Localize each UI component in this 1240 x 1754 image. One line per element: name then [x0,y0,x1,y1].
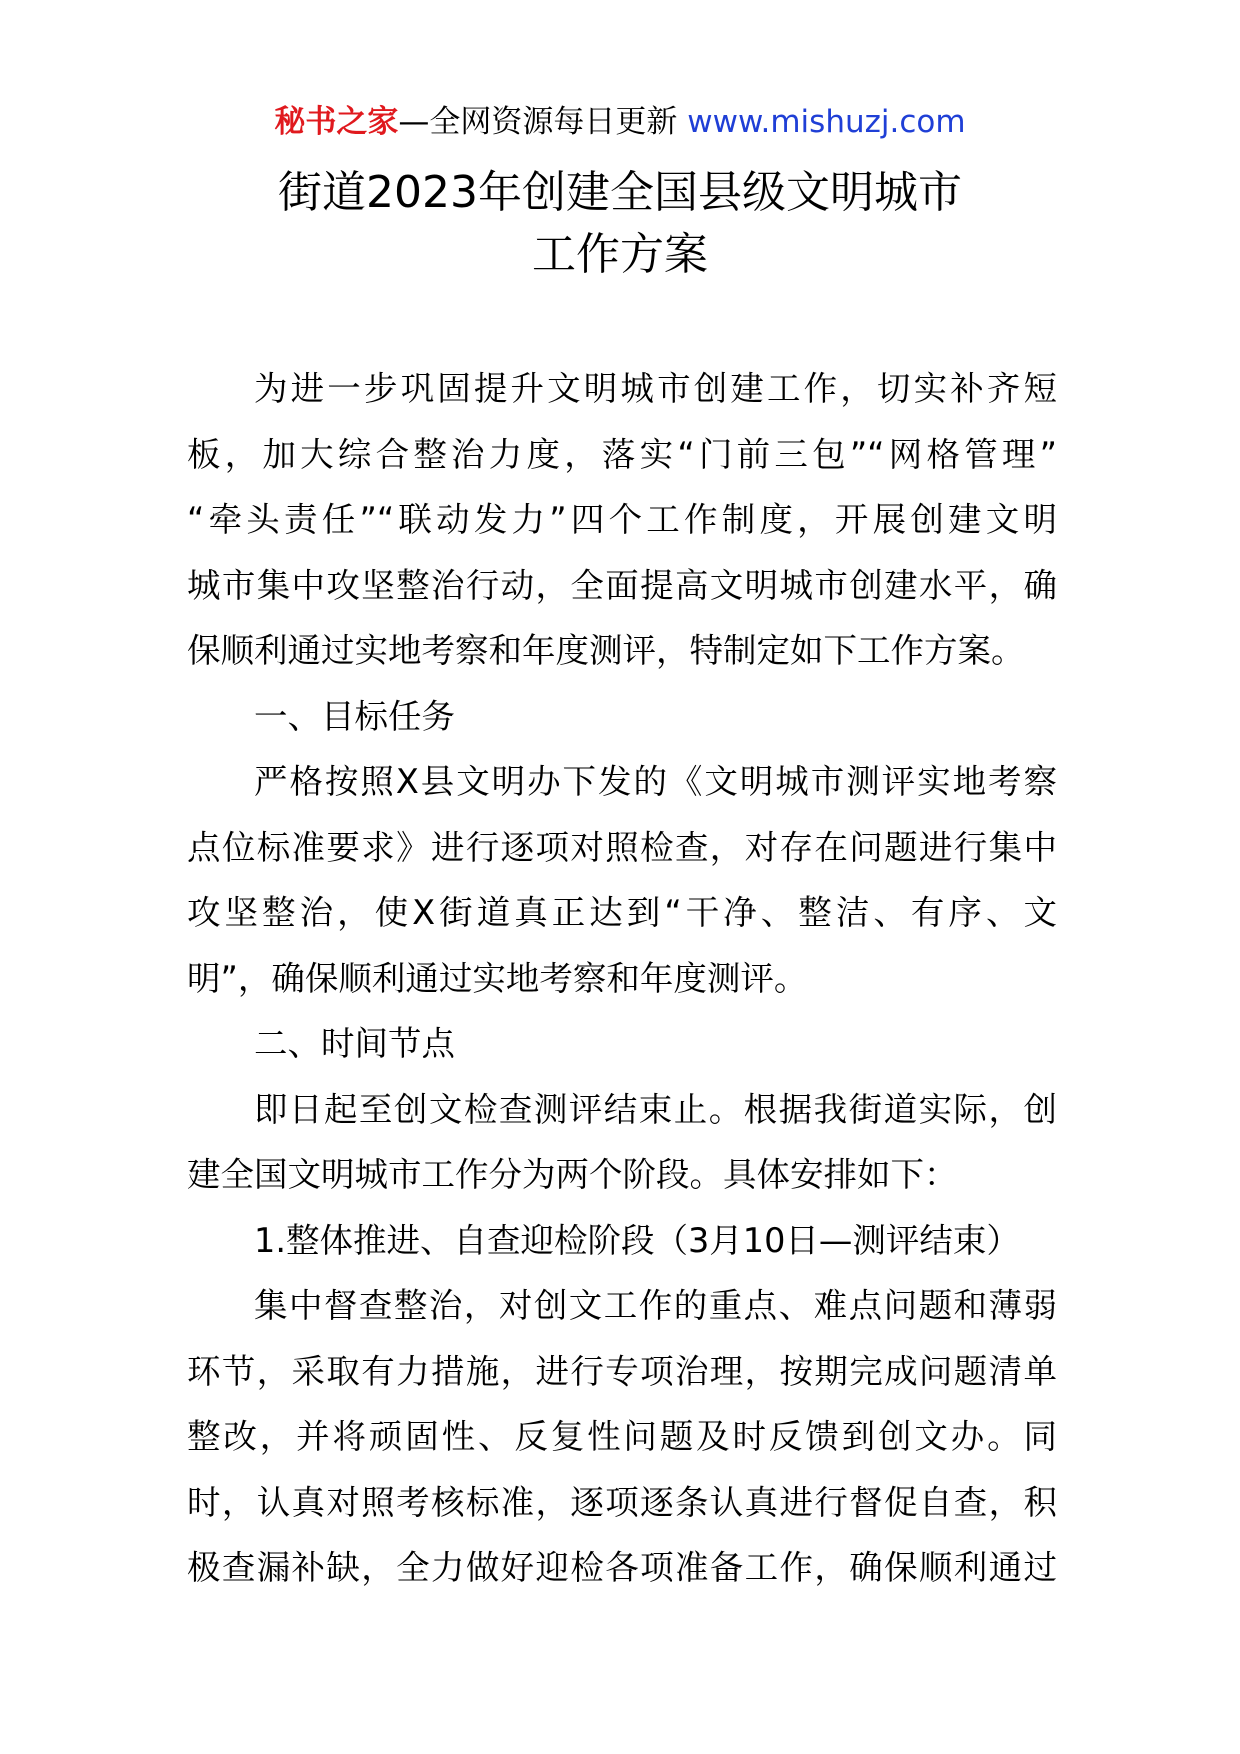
paragraph-line: 攻坚整治，使X街道真正达到“干净、整洁、有序、文 [187,893,1057,932]
banner-tagline: —全网资源每日更新 [398,104,688,140]
brand-name: 秘书之家 [274,104,399,140]
paragraph-line: 建全国文明城市工作分为两个阶段。具体安排如下： [187,1155,958,1194]
site-url-link[interactable]: www.mishuzj.com [687,104,966,140]
paragraph-line: 严格按照X县文明办下发的《文明城市测评实地考察 [254,762,1057,801]
section-heading-timeline: 二、时间节点 [254,1024,455,1063]
paragraph-line: 城市集中攻坚整治行动，全面提高文明城市创建水平，确 [187,565,1057,605]
paragraph-line: 板，加大综合整治力度，落实“门前三包”“网格管理” [187,434,1057,474]
paragraph-line: 明”，确保顺利通过实地考察和年度测评。 [187,958,808,998]
paragraph-line: 集中督查整治，对创文工作的重点、难点问题和薄弱 [254,1286,1057,1325]
section-heading-goals: 一、目标任务 [254,696,455,736]
paragraph-line: 点位标准要求》进行逐项对照检查，对存在问题进行集中 [187,827,1057,867]
paragraph-line: “牵头责任”“联动发力”四个工作制度，开展创建文明 [187,500,1057,539]
paragraph-line: 极查漏补缺，全力做好迎检各项准备工作，确保顺利通过 [187,1548,1057,1587]
subsection-heading-stage-1: 1.整体推进、自查迎检阶段（3月10日—测评结束） [254,1220,1020,1260]
document-title-line-2: 工作方案 [532,229,708,280]
site-banner [0,100,1240,144]
paragraph-line: 为进一步巩固提升文明城市创建工作，切实补齐短 [254,369,1057,408]
document-title-line-1: 街道2023年创建全国县级文明城市 [278,167,962,218]
paragraph-line: 时，认真对照考核标准，逐项逐条认真进行督促自查，积 [187,1482,1057,1522]
paragraph-line: 即日起至创文检查测评结束止。根据我街道实际，创 [254,1089,1057,1129]
document-body [187,356,1057,1601]
paragraph-line: 整改，并将顽固性、反复性问题及时反馈到创文办。同 [187,1417,1057,1456]
paragraph-line: 环节，采取有力措施，进行专项治理，按期完成问题清单 [187,1351,1057,1391]
paragraph-line: 保顺利通过实地考察和年度测评，特制定如下工作方案。 [187,631,1025,670]
